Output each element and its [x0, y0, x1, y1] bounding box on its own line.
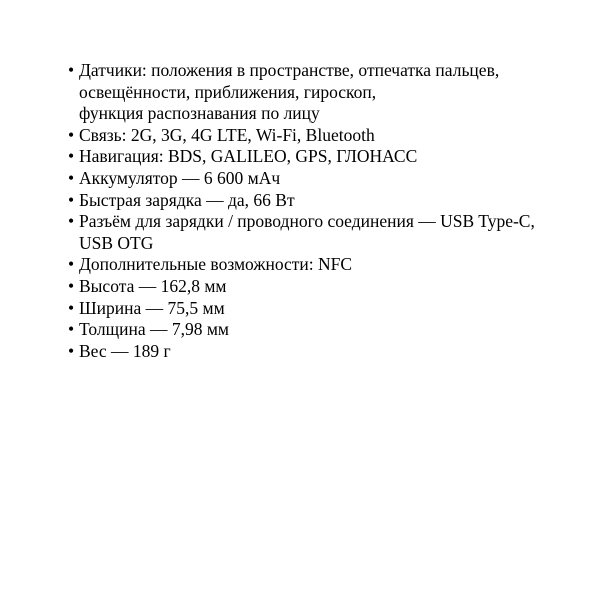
spec-item-navigation — [68, 146, 578, 168]
spec-line: Вес — 189 г — [79, 340, 171, 361]
spec-line: Навигация: BDS, GALILEO, GPS, ГЛОНАСС — [79, 146, 418, 167]
spec-line: Датчики: положения в пространстве, отпечатка пальцев, — [79, 60, 500, 80]
bullet: • — [68, 60, 75, 80]
bullet: • — [68, 340, 75, 361]
bullet: • — [68, 124, 75, 145]
spec-line: Ширина — 75,5 мм — [79, 297, 225, 318]
spec-line: Дополнительные возможности: NFC — [79, 254, 353, 275]
bullet: • — [68, 146, 75, 167]
spec-line: USB OTG — [79, 232, 154, 253]
spec-item-height — [68, 276, 578, 298]
bullet: • — [68, 211, 75, 232]
spec-item-fast-charging — [68, 190, 578, 212]
spec-item-extras — [68, 254, 578, 276]
spec-line: освещённости, приближения, гироскоп, — [79, 81, 377, 102]
bullet: • — [68, 167, 75, 188]
spec-item-connectivity — [68, 125, 578, 147]
spec-list — [68, 60, 578, 362]
spec-line: Быстрая зарядка — да, 66 Вт — [79, 189, 295, 210]
spec-line: Аккумулятор — 6 600 мАч — [79, 167, 281, 188]
spec-line: Связь: 2G, 3G, 4G LTE, Wi-Fi, Bluetooth — [79, 124, 375, 145]
spec-item-sensors — [68, 60, 578, 125]
spec-line: Высота — 162,8 мм — [79, 275, 227, 296]
bullet: • — [68, 297, 75, 318]
spec-item-thickness — [68, 319, 578, 341]
spec-item-width — [68, 298, 578, 320]
bullet: • — [68, 319, 75, 340]
bullet: • — [68, 189, 75, 210]
spec-item-connector — [68, 211, 578, 254]
spec-item-battery — [68, 168, 578, 190]
bullet: • — [68, 275, 75, 296]
spec-item-weight — [68, 341, 578, 363]
spec-line: Разъём для зарядки / проводного соединения — USB Type-C, — [79, 211, 535, 232]
spec-line: Толщина — 7,98 мм — [79, 319, 229, 340]
spec-line: функция распознавания по лицу — [79, 103, 320, 124]
bullet: • — [68, 254, 75, 275]
